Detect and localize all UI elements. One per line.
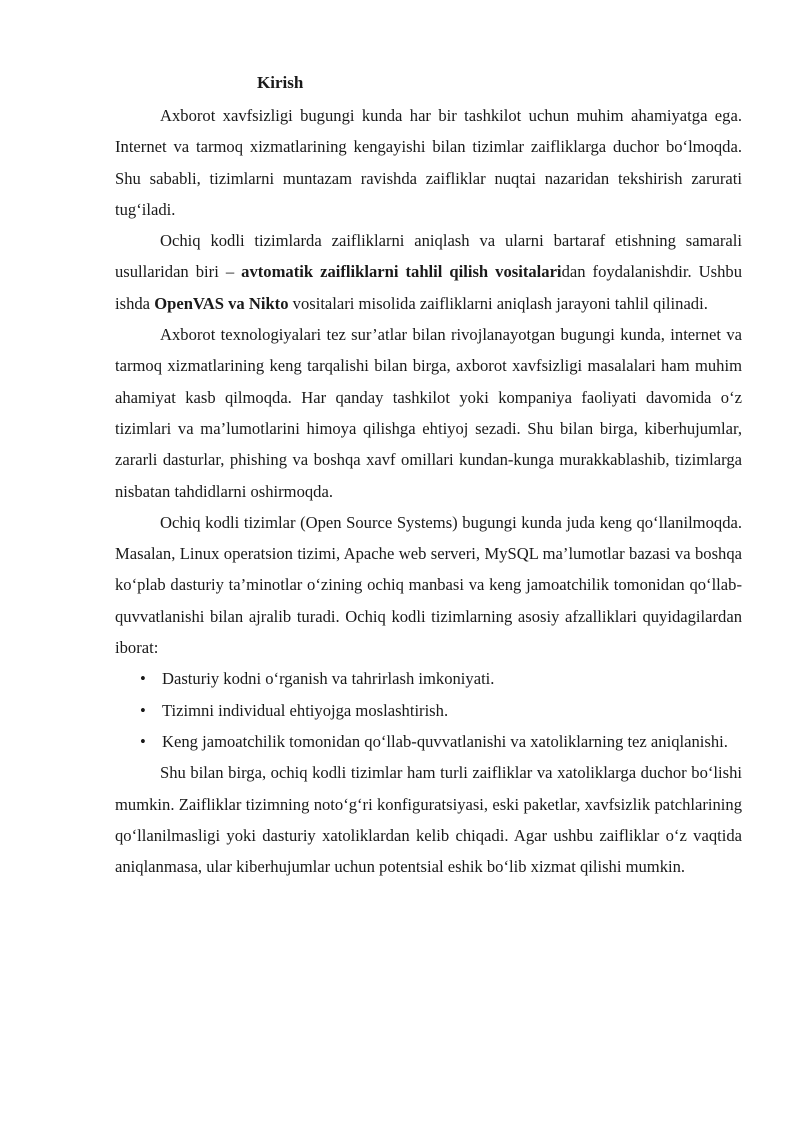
document-page <box>115 70 742 882</box>
advantages-list <box>115 663 742 757</box>
bullet-icon: • <box>140 669 146 689</box>
bold-phrase-openvas-nikto: OpenVAS va Nikto <box>154 293 289 313</box>
list-item-text: Tizimni individual ehtiyojga moslashtirish. <box>162 700 449 720</box>
list-item <box>115 695 742 726</box>
paragraph-open-source: Ochiq kodli tizimlar (Open Source Systems) bugungi kunda juda keng qo‘llanilmoqda. Masalan, Linux operatsion tizimi, Apache web serveri, MySQL ma’lumotlar bazasi va boshqa ko‘plab dasturiy ta’minotlar o‘zining ochiq manbasi va keng jamoatchilik tomonidan qo‘llab-quvvatlanishi bilan ajralib turadi. Ochiq kodli tizimlarning asosiy afzalliklari quyidagilardan iborat: <box>115 512 742 658</box>
bold-phrase-tools: avtomatik zaifliklarni tahlil qilish vositalari <box>241 262 562 282</box>
list-item <box>115 726 742 757</box>
paragraph-context: Axborot texnologiyalari tez sur’atlar bilan rivojlanayotgan bugungi kunda, internet va tarmoq xizmatlarining keng tarqalishi bilan birga, axborot xavfsizligi masalalari ham muhim ahamiyat kasb qilmoqda. Har qanday tashkilot yoki kompaniya faoliyati davomida o‘z tizimlari va ma’lumotlarini himoya qilishga ehtiyoj sezadi. Shu bilan birga, kiberhujumlar, zararli dasturlar, phishing va boshqa xavf omillari kundan-kunga murakkablashib, tizimlarga nisbatan tahdidlarni oshirmoqda. <box>115 325 742 501</box>
bullet-icon: • <box>140 700 146 720</box>
section-heading: Kirish <box>257 73 304 92</box>
list-item <box>115 663 742 694</box>
list-item-text: Dasturiy kodni o‘rganish va tahrirlash imkoniyati. <box>162 669 495 689</box>
paragraph-intro: Axborot xavfsizligi bugungi kunda har bir tashkilot uchun muhim ahamiyatga ega. Internet va tarmoq xizmatlarining kengayishi bilan tizimlar zaifliklarga duchor bo‘lmoqda. Shu sababli, tizimlarni muntazam ravishda zaifliklar nuqtai nazaridan tekshirish zarurati tug‘iladi. <box>115 106 742 219</box>
paragraph-methods-text-2: dan foydalanishdir. Ushbu ishda <box>115 262 742 313</box>
paragraph-methods <box>115 225 742 319</box>
bullet-icon: • <box>140 731 146 751</box>
paragraph-methods-text-1: Ochiq kodli tizimlarda zaifliklarni aniqlash va ularni bartaraf etishning samarali usullaridan biri – <box>115 231 742 282</box>
paragraph-methods-text-3: vositalari misolida zaifliklarni aniqlash jarayoni tahlil qilinadi. <box>288 293 708 313</box>
paragraph-vulnerabilities: Shu bilan birga, ochiq kodli tizimlar ham turli zaifliklar va xatoliklarga duchor bo‘lishi mumkin. Zaifliklar tizimning noto‘g‘ri konfiguratsiyasi, eski paketlar, xavfsizlik patchlarining qo‘llanilmasligi yoki dasturiy xatoliklardan kelib chiqadi. Agar ushbu zaifliklar o‘z vaqtida aniqlanmasa, ular kiberhujumlar uchun potentsial eshik bo‘lib xizmat qilishi mumkin. <box>115 763 742 877</box>
list-item-text: Keng jamoatchilik tomonidan qo‘llab-quvvatlanishi va xatoliklarning tez aniqlanishi. <box>162 731 728 751</box>
